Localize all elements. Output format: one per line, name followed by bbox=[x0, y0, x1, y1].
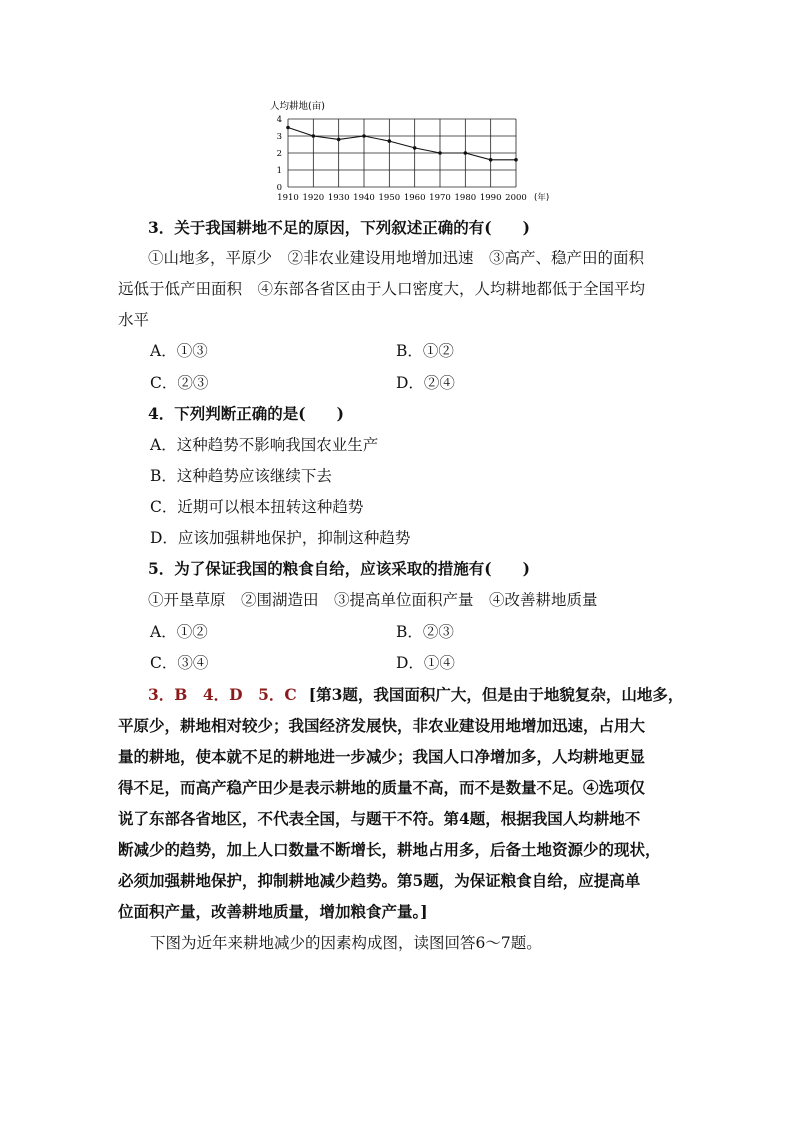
q3-option-b: B．①② bbox=[396, 342, 454, 360]
x-axis-label: (年) bbox=[534, 193, 550, 203]
x-tick-label: 1940 bbox=[353, 193, 375, 203]
y-tick-label: 1 bbox=[276, 166, 282, 176]
x-tick-label: 2000 bbox=[505, 193, 527, 203]
q4-stem: 4．下列判断正确的是( ) bbox=[148, 404, 344, 423]
data-point bbox=[413, 146, 417, 150]
answer-line8: 位面积产量，改善耕地质量，增加粮食产量。] bbox=[118, 902, 428, 921]
data-point bbox=[514, 158, 518, 162]
y-tick-label: 2 bbox=[276, 149, 282, 159]
x-tick-label: 1910 bbox=[277, 193, 299, 203]
q5-stem: 5．为了保证我国的粮食自给，应该采取的措施有( ) bbox=[148, 559, 530, 578]
chart-svg bbox=[266, 96, 556, 208]
q3-stem: 3．关于我国耕地不足的原因，下列叙述正确的有( ) bbox=[148, 218, 530, 237]
per-capita-farmland-chart bbox=[266, 96, 556, 208]
data-point bbox=[388, 139, 392, 143]
y-axis-label: 人均耕地(亩) bbox=[270, 101, 325, 112]
q5-option-b: B．②③ bbox=[396, 623, 454, 641]
y-tick-label: 3 bbox=[276, 132, 282, 142]
q3-text-line2: 远低于低产田面积 ④东部各省区由于人口密度大，人均耕地都低于全国平均 bbox=[118, 280, 646, 298]
x-tick-label: 1990 bbox=[479, 193, 502, 203]
x-tick-label: 1980 bbox=[454, 193, 477, 203]
y-tick-label: 4 bbox=[276, 115, 282, 125]
q4-option-d: D．应该加强耕地保护，抑制这种趋势 bbox=[150, 529, 411, 547]
q5-option-c: C．③④ bbox=[150, 654, 209, 672]
q5-option-d: D．①④ bbox=[396, 654, 455, 672]
answer-line6: 断减少的趋势，加上人口数量不断增长，耕地占用多，后备土地资源少的现状， bbox=[118, 840, 661, 859]
x-tick-label: 1960 bbox=[403, 193, 426, 203]
q4-option-b: B．这种趋势应该继续下去 bbox=[150, 467, 332, 485]
q4-option-c: C．近期可以根本扭转这种趋势 bbox=[150, 498, 364, 516]
data-point bbox=[286, 126, 290, 130]
q5-text-line1: ①开垦草原 ②围湖造田 ③提高单位面积产量 ④改善耕地质量 bbox=[148, 591, 598, 609]
data-point bbox=[489, 158, 493, 162]
answer-line2: 平原少，耕地相对较少；我国经济发展快，非农业建设用地增加迅速，占用大 bbox=[118, 716, 646, 735]
x-tick-label: 1920 bbox=[302, 193, 325, 203]
x-tick-label: 1950 bbox=[378, 193, 401, 203]
answer-keys: 3．B 4．D 5．C bbox=[148, 685, 297, 704]
answer-expl-1: [第3题，我国面积广大，但是由于地貌复杂，山地多， bbox=[308, 685, 684, 704]
data-point bbox=[362, 134, 366, 138]
data-point bbox=[438, 151, 442, 155]
answer-line1 bbox=[148, 684, 683, 706]
answer-line7: 必须加强耕地保护，抑制耕地减少趋势。第5题，为保证粮食自给，应提高单 bbox=[118, 871, 641, 890]
q5-option-a: A．①② bbox=[150, 623, 208, 641]
q3-option-d: D．②④ bbox=[396, 374, 455, 392]
q3-option-a: A．①③ bbox=[150, 342, 208, 360]
q3-option-c: C．②③ bbox=[150, 374, 209, 392]
q3-text-line1: ①山地多，平原少 ②非农业建设用地增加迅速 ③高产、稳产田的面积 bbox=[148, 249, 645, 267]
data-point bbox=[464, 151, 468, 155]
answer-line3: 量的耕地，使本就不足的耕地进一步减少；我国人口净增加多，人均耕地更显 bbox=[118, 747, 646, 766]
series-line bbox=[288, 128, 516, 160]
answer-line5: 说了东部各省地区，不代表全国，与题干不符。第4题，根据我国人均耕地不 bbox=[118, 809, 641, 828]
data-point bbox=[312, 134, 316, 138]
next-section-intro: 下图为近年来耕地减少的因素构成图，读图回答6～7题。 bbox=[150, 934, 542, 952]
q3-text-line3: 水平 bbox=[118, 311, 150, 329]
q4-option-a: A．这种趋势不影响我国农业生产 bbox=[150, 436, 379, 454]
answer-line4: 得不足，而高产稳产田少是表示耕地的质量不高，而不是数量不足。④选项仅 bbox=[118, 778, 646, 797]
data-point bbox=[337, 138, 341, 142]
x-tick-label: 1930 bbox=[327, 193, 350, 203]
x-tick-label: 1970 bbox=[429, 193, 451, 203]
y-tick-label: 0 bbox=[276, 183, 282, 193]
